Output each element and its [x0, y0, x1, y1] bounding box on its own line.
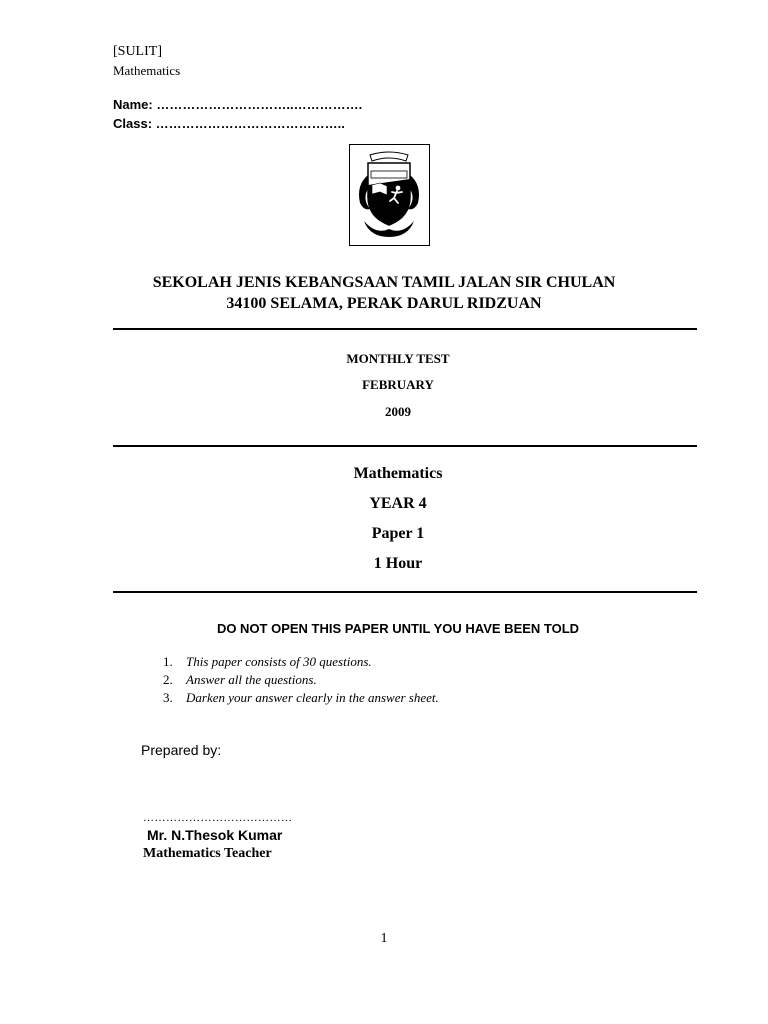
- instruction-item: [163, 654, 372, 670]
- header-subject: Mathematics: [113, 63, 181, 78]
- paper-duration: 1 Hour: [373, 555, 423, 572]
- instruction-text: Answer all the questions.: [186, 672, 317, 687]
- test-year: 2009: [385, 404, 411, 419]
- school-crest-logo: [349, 144, 430, 246]
- instruction-number: 3.: [163, 690, 173, 705]
- name-field-line: Name: …………………………..…………….: [113, 97, 363, 112]
- instruction-number: 1.: [163, 654, 173, 669]
- paper-year-level: YEAR 4: [369, 495, 427, 512]
- test-month: FEBRUARY: [362, 377, 434, 392]
- instruction-text: This paper consists of 30 questions.: [186, 654, 372, 669]
- test-type: MONTHLY TEST: [346, 351, 450, 366]
- classification-label: [SULIT]: [113, 44, 162, 59]
- paper-subject: Mathematics: [353, 465, 443, 482]
- class-field-line: Class: ……………………………………..: [113, 116, 345, 131]
- page-number: 1: [380, 931, 388, 946]
- divider: [113, 445, 697, 447]
- instruction-text: Darken your answer clearly in the answer sheet.: [186, 690, 439, 705]
- school-crest-icon: [350, 145, 428, 244]
- paper-number: Paper 1: [371, 525, 425, 542]
- instruction-item: [163, 690, 439, 706]
- instruction-number: 2.: [163, 672, 173, 687]
- divider: [113, 328, 697, 330]
- school-name: SEKOLAH JENIS KEBANGSAAN TAMIL JALAN SIR CHULAN: [152, 274, 616, 291]
- school-address: 34100 SELAMA, PERAK DARUL RIDZUAN: [226, 295, 542, 312]
- divider: [113, 591, 697, 593]
- instruction-item: [163, 672, 317, 688]
- teacher-role: Mathematics Teacher: [143, 846, 272, 861]
- signature-line: …………………………………: [143, 812, 293, 824]
- teacher-name: Mr. N.Thesok Kumar: [147, 827, 283, 843]
- prepared-by-label: Prepared by:: [141, 742, 222, 758]
- warning-notice: DO NOT OPEN THIS PAPER UNTIL YOU HAVE BEEN TOLD: [216, 621, 580, 636]
